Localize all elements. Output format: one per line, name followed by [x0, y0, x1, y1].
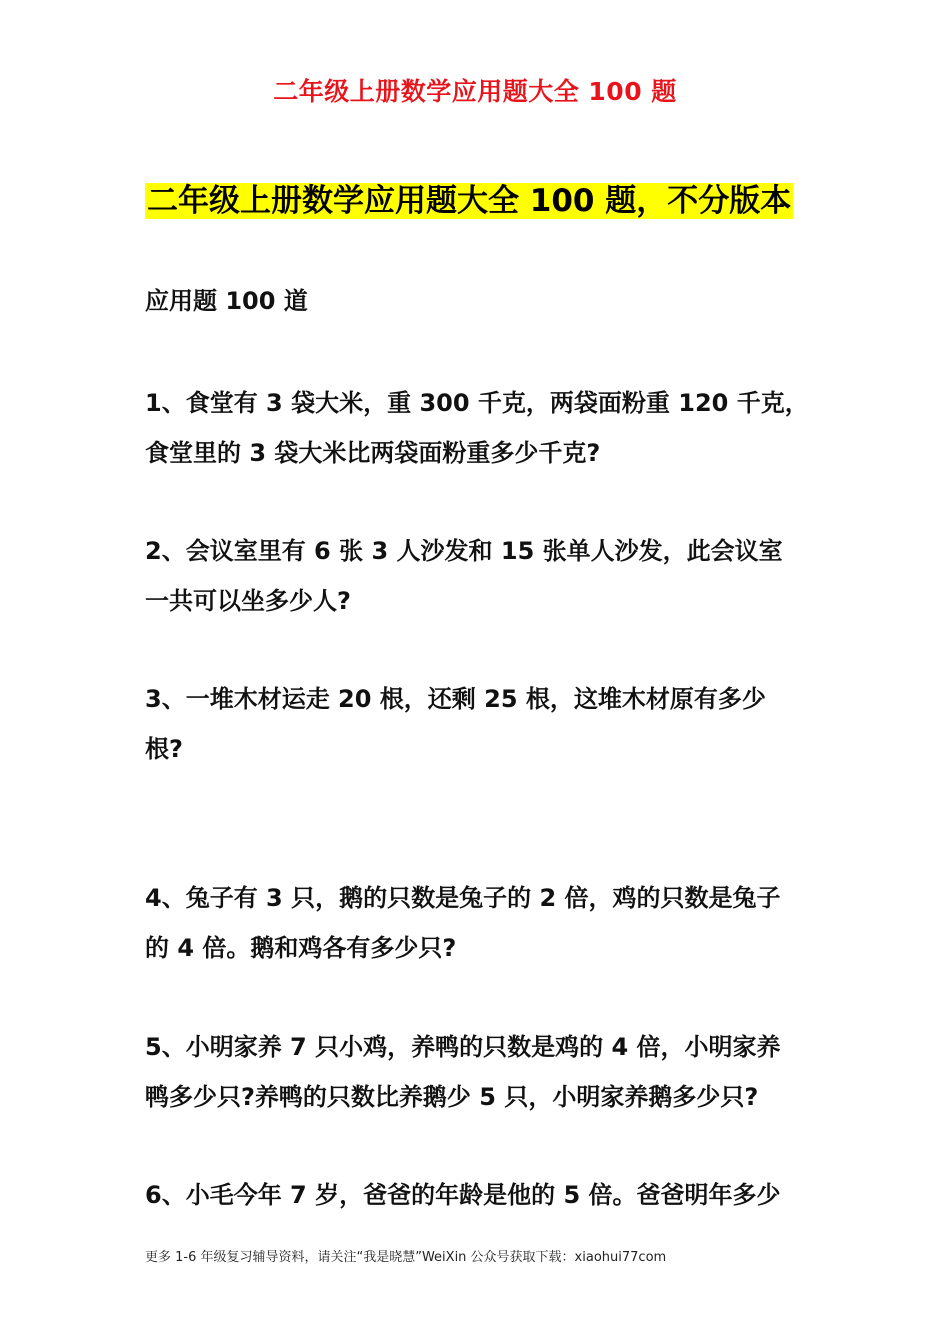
question-3	[145, 674, 825, 774]
main-title-highlight: 二年级上册数学应用题大全 100 题，不分版本	[147, 183, 792, 219]
section-title: 应用题 100 道	[145, 287, 308, 315]
main-title	[145, 180, 793, 222]
question-6	[145, 1170, 825, 1220]
question-line: 3、一堆木材运走 20 根，还剩 25 根，这堆木材原有多少	[145, 685, 766, 713]
question-line: 6、小毛今年 7 岁，爸爸的年龄是他的 5 倍。爸爸明年多少	[145, 1181, 781, 1209]
question-line: 1、食堂有 3 袋大米，重 300 千克，两袋面粉重 120 千克，	[145, 389, 809, 417]
document-header-title: 二年级上册数学应用题大全 100 题	[273, 77, 677, 106]
question-line: 4、兔子有 3 只，鹅的只数是兔子的 2 倍，鸡的只数是兔子	[145, 884, 781, 912]
question-line: 鸭多少只?养鸭的只数比养鹅少 5 只，小明家养鹅多少只?	[145, 1083, 759, 1111]
page-footer: 更多 1-6 年级复习辅导资料，请关注“我是晓慧”WeiXin 公众号获取下载：xiaohui77com	[145, 1250, 667, 1265]
question-1	[145, 378, 825, 478]
question-line: 2、会议室里有 6 张 3 人沙发和 15 张单人沙发，此会议室	[145, 537, 783, 565]
question-5	[145, 1022, 825, 1122]
question-line: 根?	[145, 735, 183, 763]
question-2	[145, 526, 825, 626]
question-line: 食堂里的 3 袋大米比两袋面粉重多少千克?	[145, 439, 601, 467]
question-line: 的 4 倍。鹅和鸡各有多少只?	[145, 934, 457, 962]
question-4	[145, 873, 825, 973]
question-line: 5、小明家养 7 只小鸡，养鸭的只数是鸡的 4 倍，小明家养	[145, 1033, 781, 1061]
question-line: 一共可以坐多少人?	[145, 587, 351, 615]
